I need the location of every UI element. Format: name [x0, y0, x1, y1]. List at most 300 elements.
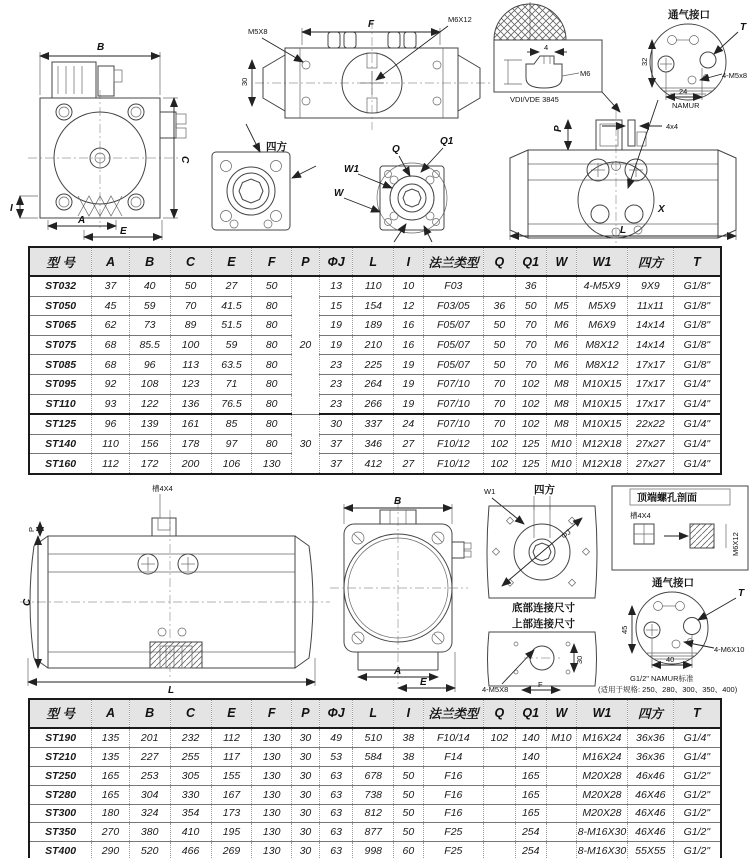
table-cell: 330 — [170, 785, 211, 804]
table-cell — [484, 766, 515, 785]
table-row — [29, 804, 721, 823]
table-cell: 225 — [353, 355, 394, 375]
square-flange-view — [212, 124, 316, 230]
column-header: B — [129, 699, 170, 728]
table-cell: 96 — [129, 355, 170, 375]
table-cell: M20X28 — [576, 804, 627, 823]
shaft-flange-view — [334, 136, 454, 242]
column-header: Q1 — [515, 247, 546, 276]
table-cell: 112 — [211, 728, 252, 747]
table-row — [29, 374, 721, 394]
table-cell: 130 — [252, 766, 292, 785]
dim-e-label: E — [120, 226, 127, 237]
dim-30-label: 30 — [240, 77, 249, 86]
table-cell: 50 — [170, 276, 211, 296]
table-cell: 16 — [394, 335, 423, 355]
column-header: C — [170, 247, 211, 276]
table-cell: 12 — [394, 296, 423, 316]
table-cell: 50 — [394, 766, 423, 785]
table-cell: F07/10 — [423, 374, 484, 394]
column-header: I — [394, 247, 423, 276]
model-cell: ST350 — [29, 823, 92, 842]
top-connection-view — [482, 617, 597, 694]
table-cell: 154 — [353, 296, 394, 316]
table-cell: M10X15 — [576, 394, 627, 414]
table-cell: M10 — [546, 454, 576, 474]
table-row — [29, 747, 721, 766]
table-cell: G1/4" — [673, 394, 721, 414]
table-cell: 30 — [291, 747, 319, 766]
table-cell: 89 — [170, 316, 211, 336]
table-header-row — [29, 247, 721, 276]
table-cell: 14x14 — [628, 316, 674, 336]
table-cell: 102 — [484, 434, 515, 454]
column-header: E — [211, 699, 252, 728]
table-cell — [546, 804, 576, 823]
table-cell: 102 — [515, 414, 546, 434]
table-cell: 30 — [291, 804, 319, 823]
table-cell: G1/2" — [673, 785, 721, 804]
table-cell: 8-M16X30 — [576, 823, 627, 842]
table-cell: 63 — [319, 785, 352, 804]
x-label: X — [658, 204, 665, 215]
model-cell: ST250 — [29, 766, 92, 785]
table-cell: 125 — [515, 454, 546, 474]
table-cell: 68 — [92, 335, 129, 355]
dim-30-label: 30 — [575, 655, 584, 664]
table-cell: 113 — [170, 355, 211, 375]
table-cell: G1/4" — [673, 414, 721, 434]
table-cell: 678 — [353, 766, 394, 785]
table-cell: M8X12 — [576, 355, 627, 375]
dim-4-label: 4 — [544, 43, 549, 52]
thread-section-box — [612, 486, 748, 570]
table-cell: 30 — [291, 842, 319, 858]
table-cell: 24 — [394, 414, 423, 434]
section-title: 顶端螺孔剖面 — [637, 492, 697, 504]
table-cell: 354 — [170, 804, 211, 823]
column-header: 型 号 — [29, 699, 92, 728]
table-cell: 140 — [515, 728, 546, 747]
table-cell: 201 — [129, 728, 170, 747]
table-cell: 305 — [170, 766, 211, 785]
table-cell: G1/2" — [673, 823, 721, 842]
dim-f-label: F — [538, 679, 543, 689]
table-cell: 70 — [515, 335, 546, 355]
p-span-cell: 20 — [291, 276, 319, 414]
namur-scope-caption: (适用于规格: 250、280、300、350、400) — [598, 684, 738, 694]
technical-drawing-middle — [0, 480, 750, 695]
m6x12-label: M6X12 — [448, 15, 472, 24]
table-cell: G1/8" — [673, 335, 721, 355]
table-cell: F10/12 — [423, 434, 484, 454]
large-side-view — [20, 483, 330, 695]
vent-title: 通气接口 — [652, 576, 694, 589]
table-cell: 45 — [92, 296, 129, 316]
column-header: W1 — [576, 699, 627, 728]
table-cell: 50 — [484, 355, 515, 375]
table-cell: 167 — [211, 785, 252, 804]
column-header: 四方 — [628, 247, 674, 276]
table-cell: 70 — [484, 374, 515, 394]
table-cell: 11x11 — [628, 296, 674, 316]
column-header: W — [546, 699, 576, 728]
table-cell: 51.5 — [211, 316, 252, 336]
dim-32-label: 32 — [640, 57, 649, 66]
table-cell: 264 — [353, 374, 394, 394]
table-cell: M6 — [546, 335, 576, 355]
column-header: 法兰类型 — [423, 699, 484, 728]
vdivde-detail — [494, 2, 620, 112]
model-cell: ST125 — [29, 414, 92, 434]
table-cell: 80 — [252, 414, 292, 434]
table-cell: 76.5 — [211, 394, 252, 414]
spec-table-small — [28, 246, 722, 475]
table-cell: M6X9 — [576, 316, 627, 336]
table-cell: G1/8" — [673, 316, 721, 336]
column-header: A — [92, 699, 129, 728]
table-cell: 346 — [353, 434, 394, 454]
table-cell: 50 — [394, 785, 423, 804]
table-cell: M8 — [546, 394, 576, 414]
column-header: L — [353, 247, 394, 276]
table-cell: F25 — [423, 823, 484, 842]
table-cell: F16 — [423, 785, 484, 804]
model-cell: ST032 — [29, 276, 92, 296]
table-cell: 210 — [353, 335, 394, 355]
table-cell: G1/2" — [673, 766, 721, 785]
table-cell: 63 — [319, 842, 352, 858]
model-cell: ST190 — [29, 728, 92, 747]
model-cell: ST065 — [29, 316, 92, 336]
vent-title: 通气接口 — [668, 9, 710, 21]
dim-c-label: C — [22, 598, 33, 606]
table-cell — [546, 823, 576, 842]
table-cell: 23 — [319, 374, 352, 394]
column-header: E — [211, 247, 252, 276]
column-header: C — [170, 699, 211, 728]
table-cell: M10 — [546, 434, 576, 454]
table-cell: G1/8" — [673, 276, 721, 296]
table-cell: G1/8" — [673, 296, 721, 316]
m6x10-label: 4-M6X10 — [714, 644, 745, 654]
table-cell: 102 — [484, 454, 515, 474]
table-cell: F05/07 — [423, 316, 484, 336]
table-row — [29, 355, 721, 375]
table-cell: F03 — [423, 276, 484, 296]
dim-a-label: A — [394, 665, 402, 677]
top-view — [240, 15, 490, 130]
table-cell — [546, 276, 576, 296]
table-cell: 37 — [92, 276, 129, 296]
table-cell: 46x46 — [628, 766, 674, 785]
table-row — [29, 728, 721, 747]
table-cell: 19 — [319, 335, 352, 355]
dim-i-label: I — [10, 203, 13, 214]
table-cell: 36 — [515, 276, 546, 296]
table-cell: 165 — [515, 804, 546, 823]
table-cell — [484, 785, 515, 804]
table-cell: F25 — [423, 842, 484, 858]
table-cell: 50 — [484, 316, 515, 336]
dim-b-label: B — [394, 495, 402, 507]
table-cell: F10/14 — [423, 728, 484, 747]
table-cell: 17x17 — [628, 374, 674, 394]
column-header: Q — [484, 699, 515, 728]
table-cell: 50 — [394, 804, 423, 823]
table-cell: 130 — [252, 728, 292, 747]
model-cell: ST110 — [29, 394, 92, 414]
table-cell: M20X28 — [576, 785, 627, 804]
vent-port-view — [640, 8, 747, 110]
w1-label: W1 — [344, 164, 359, 175]
table-cell: 27 — [394, 454, 423, 474]
table-cell: 122 — [129, 394, 170, 414]
table-cell: M8 — [546, 374, 576, 394]
column-header: P — [291, 247, 319, 276]
table-cell: F14 — [423, 747, 484, 766]
column-header: T — [673, 247, 721, 276]
table-cell — [546, 785, 576, 804]
table-cell: 130 — [252, 842, 292, 858]
table-cell: 200 — [170, 454, 211, 474]
table-row — [29, 842, 721, 858]
front-view — [10, 42, 190, 240]
table-cell: 112 — [92, 454, 129, 474]
table-cell: 180 — [92, 804, 129, 823]
column-header: F — [252, 247, 292, 276]
table-cell: 23 — [319, 394, 352, 414]
table-cell — [484, 804, 515, 823]
table-cell — [484, 823, 515, 842]
t-label: T — [740, 22, 747, 33]
table-cell: 14x14 — [628, 335, 674, 355]
table-cell: 30 — [291, 785, 319, 804]
table-cell: 46X46 — [628, 804, 674, 823]
end-view — [330, 496, 471, 692]
w1-label: W1 — [484, 486, 496, 496]
sifang-label: 四方 — [534, 483, 555, 496]
table-cell: 139 — [129, 414, 170, 434]
column-header: P — [291, 699, 319, 728]
table-cell: 59 — [211, 335, 252, 355]
table-cell: 165 — [92, 766, 129, 785]
table-cell: 97 — [211, 434, 252, 454]
table-cell: 520 — [129, 842, 170, 858]
column-header: Q1 — [515, 699, 546, 728]
table-cell: 37 — [319, 434, 352, 454]
table-cell: 53 — [319, 747, 352, 766]
table-cell: M10 — [546, 728, 576, 747]
table-cell: 30 — [291, 766, 319, 785]
table-row — [29, 823, 721, 842]
table-cell: 62 — [92, 316, 129, 336]
column-header: Q — [484, 247, 515, 276]
dim-c-label: C — [179, 156, 190, 164]
table-cell: 254 — [515, 823, 546, 842]
table-cell: 59 — [129, 296, 170, 316]
table-cell — [484, 747, 515, 766]
column-header: B — [129, 247, 170, 276]
table-cell: 173 — [211, 804, 252, 823]
table-row — [29, 296, 721, 316]
q-label: Q — [392, 144, 400, 155]
table-cell: G1/4" — [673, 747, 721, 766]
table-row — [29, 414, 721, 434]
phij-label: ΦJ — [559, 527, 573, 541]
table-cell: 130 — [252, 747, 292, 766]
slot-label: 槽4X4 — [630, 510, 651, 520]
table-cell: 38 — [394, 747, 423, 766]
table-cell: 80 — [252, 374, 292, 394]
table-cell: 102 — [515, 394, 546, 414]
table-cell: 80 — [252, 335, 292, 355]
dim-b-label: B — [97, 42, 105, 53]
table-row — [29, 276, 721, 296]
table-cell: 254 — [515, 842, 546, 858]
table-cell: 36 — [484, 296, 515, 316]
table-cell: 15 — [319, 296, 352, 316]
table-cell: 8-M16X30 — [576, 842, 627, 858]
column-header: 四方 — [628, 699, 674, 728]
table-cell: 30 — [319, 414, 352, 434]
model-cell: ST095 — [29, 374, 92, 394]
column-header: F — [252, 699, 292, 728]
table-cell: 41.5 — [211, 296, 252, 316]
table-cell: 19 — [394, 355, 423, 375]
m5x8-label: 4-M5X8 — [482, 684, 509, 694]
table-cell: M10X15 — [576, 374, 627, 394]
table-cell: 93 — [92, 394, 129, 414]
table-cell: M6 — [546, 355, 576, 375]
table-cell: 4-M5X9 — [576, 276, 627, 296]
table-cell: 63 — [319, 766, 352, 785]
m6x12-label: M6X12 — [731, 532, 740, 556]
table-cell: 16 — [394, 316, 423, 336]
table-cell: M8X12 — [576, 335, 627, 355]
table-cell: 304 — [129, 785, 170, 804]
table-cell: F10/12 — [423, 454, 484, 474]
table-cell: 227 — [129, 747, 170, 766]
table-cell: 125 — [515, 434, 546, 454]
table-cell: M12X18 — [576, 454, 627, 474]
table-cell: 63 — [319, 804, 352, 823]
table-cell: 337 — [353, 414, 394, 434]
table-cell: 253 — [129, 766, 170, 785]
dim-45-label: 45 — [620, 625, 629, 634]
model-cell: ST300 — [29, 804, 92, 823]
table-cell: 140 — [515, 747, 546, 766]
table-cell: M20X28 — [576, 766, 627, 785]
table-row — [29, 454, 721, 474]
table-cell: 50 — [394, 823, 423, 842]
table-cell: 165 — [515, 766, 546, 785]
table-cell: 877 — [353, 823, 394, 842]
table-cell: 255 — [170, 747, 211, 766]
model-cell: ST075 — [29, 335, 92, 355]
table-cell: 9X9 — [628, 276, 674, 296]
table-cell: 50 — [515, 296, 546, 316]
table-cell: 130 — [252, 785, 292, 804]
table-cell: 92 — [92, 374, 129, 394]
table-cell: G1/4" — [673, 728, 721, 747]
table-cell: 123 — [170, 374, 211, 394]
table-cell: 96 — [92, 414, 129, 434]
spec-table-large-wrapper — [28, 698, 722, 858]
table-cell: 738 — [353, 785, 394, 804]
table-cell: G1/4" — [673, 434, 721, 454]
model-cell: ST085 — [29, 355, 92, 375]
model-cell: ST280 — [29, 785, 92, 804]
table-cell: M16X24 — [576, 728, 627, 747]
table-cell: 19 — [394, 374, 423, 394]
table-cell: 324 — [129, 804, 170, 823]
table-cell: 50 — [484, 335, 515, 355]
table-cell: 36x36 — [628, 728, 674, 747]
table-cell: 100 — [170, 335, 211, 355]
table-cell — [484, 276, 515, 296]
table-cell: 49 — [319, 728, 352, 747]
table-cell: M6 — [546, 316, 576, 336]
table-cell: 17x17 — [628, 394, 674, 414]
table-cell: 290 — [92, 842, 129, 858]
table-cell: 117 — [211, 747, 252, 766]
table-cell: 19 — [394, 394, 423, 414]
m5x8-4-label: 4-M5x8 — [722, 71, 748, 80]
dim-l-label: L — [620, 225, 627, 236]
table-cell: 80 — [252, 434, 292, 454]
model-cell: ST160 — [29, 454, 92, 474]
dim-a-label: A — [78, 215, 86, 226]
table-cell: 232 — [170, 728, 211, 747]
slot-4x4-label: 槽4X4 — [152, 483, 173, 493]
top-conn-caption: 上部连接尺寸 — [512, 617, 575, 630]
table-cell: 37 — [319, 454, 352, 474]
table-cell: 19 — [319, 316, 352, 336]
table-cell: 70 — [515, 316, 546, 336]
table-cell: 30 — [291, 823, 319, 842]
table-cell: 584 — [353, 747, 394, 766]
table-cell: 136 — [170, 394, 211, 414]
p-span-cell: 30 — [291, 414, 319, 474]
table-cell: 135 — [92, 728, 129, 747]
m5x8-label: M5X8 — [248, 27, 268, 36]
table-cell: 17x17 — [628, 355, 674, 375]
table-cell: 266 — [353, 394, 394, 414]
table-cell: 80 — [252, 316, 292, 336]
dim-l-label: L — [168, 684, 175, 695]
table-header-row — [29, 699, 721, 728]
model-cell: ST400 — [29, 842, 92, 858]
table-cell: 161 — [170, 414, 211, 434]
table-cell: 27 — [394, 434, 423, 454]
table-row — [29, 434, 721, 454]
table-cell: G1/8" — [673, 355, 721, 375]
column-header: T — [673, 699, 721, 728]
table-cell: 10 — [394, 276, 423, 296]
table-cell: 165 — [92, 785, 129, 804]
table-cell: 73 — [129, 316, 170, 336]
column-header: 法兰类型 — [423, 247, 484, 276]
dim-p-label: P — [553, 125, 564, 132]
table-cell: 178 — [170, 434, 211, 454]
table-cell: 27 — [211, 276, 252, 296]
table-cell — [546, 766, 576, 785]
table-cell: G1/4" — [673, 374, 721, 394]
table-cell: 510 — [353, 728, 394, 747]
table-cell: 80 — [252, 296, 292, 316]
bottom-connection-view — [484, 483, 597, 614]
